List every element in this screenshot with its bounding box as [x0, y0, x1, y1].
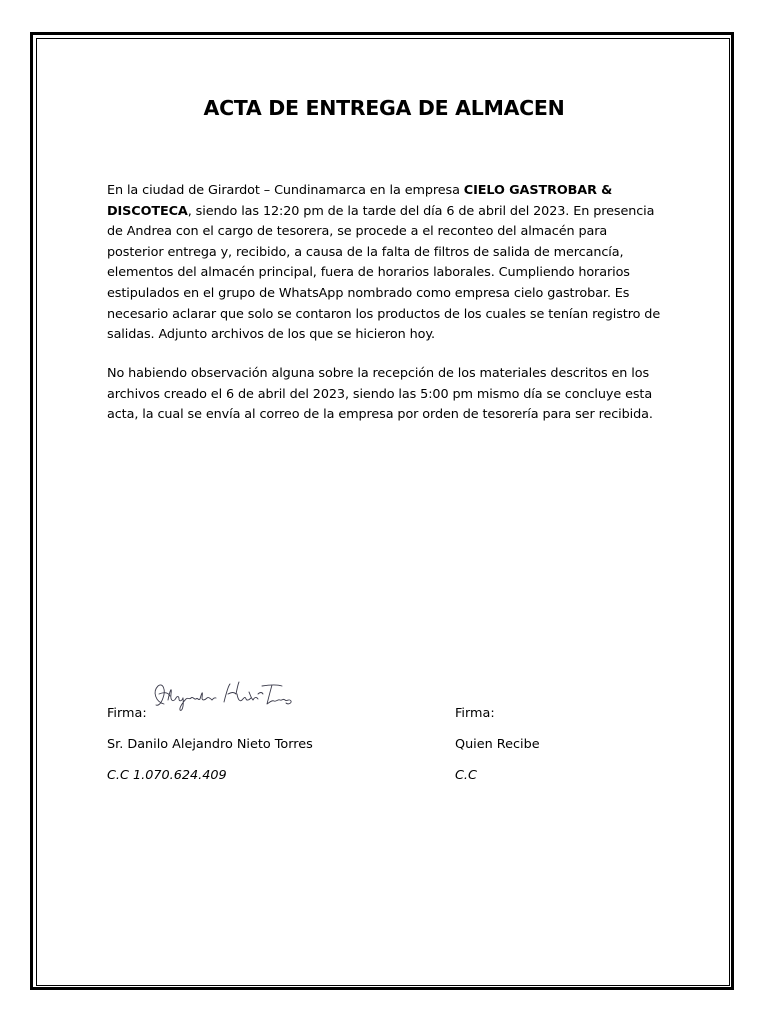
- firma-label-left: Firma:: [107, 706, 147, 721]
- signer-id-right: C.C: [455, 768, 477, 783]
- paragraph-closing: No habiendo observación alguna sobre la recepción de los materiales descritos en los archivos creado el 6 de abril del 2023, siendo las 5:00 pm mismo día se concluye esta acta, la cual se envía al correo de la empresa por orden de tesorería para ser recibida.: [107, 366, 653, 423]
- document-title: ACTA DE ENTREGA DE ALMACEN: [203, 96, 565, 120]
- paragraph-intro: [107, 181, 663, 346]
- firma-label-right: Firma:: [455, 706, 495, 721]
- paragraph-intro-rest: , siendo las 12:20 pm de la tarde del día 6 de abril del 2023. En presencia de Andrea con el cargo de tesorera, se procede a el reconteo del almacén para posterior entrega y, recibido, a causa de la falta de filtros de salida de mercancía, elementos del almacén principal, fuera de horarios laborales. Cumpliendo horarios estipulados en el grupo de WhatsApp nombrado como empresa cielo gastrobar. Es necesario aclarar que solo se contaron los productos de los cuales se tenían registro de salidas. Adjunto archivos de los que se hicieron hoy.: [107, 203, 661, 343]
- company-name: CIELO GASTROBAR & DISCOTECA: [107, 183, 613, 219]
- signer-id-left: C.C 1.070.624.409: [107, 768, 227, 783]
- signer-name-right: Quien Recibe: [455, 737, 540, 752]
- handwritten-signature: [150, 680, 295, 722]
- paragraph-intro-start: En la ciudad de Girardot – Cundinamarca en la empresa: [107, 183, 464, 198]
- signer-name-left: Sr. Danilo Alejandro Nieto Torres: [107, 737, 313, 752]
